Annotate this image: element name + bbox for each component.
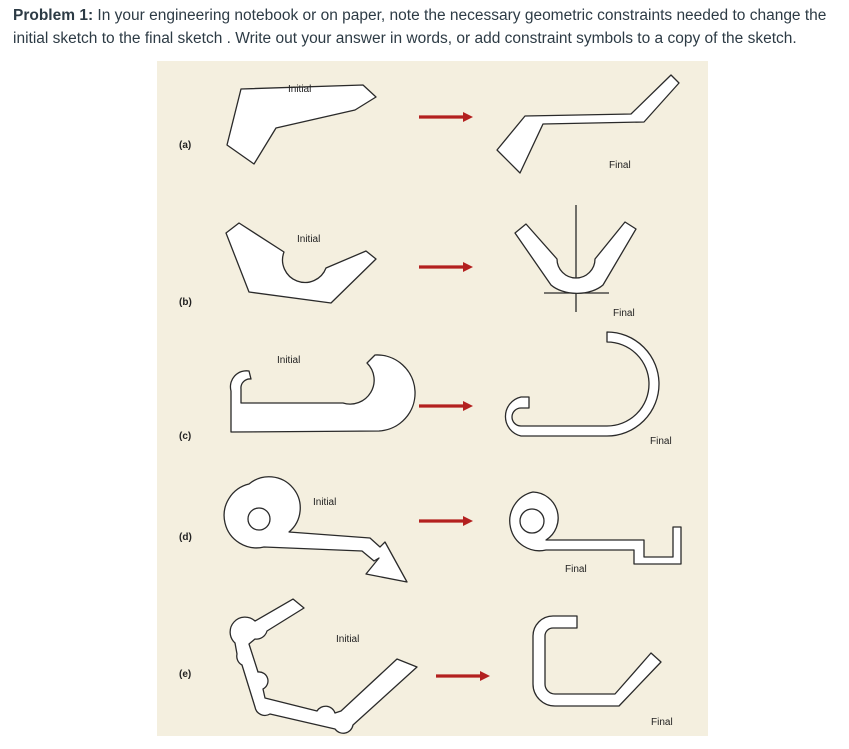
arrow-e (436, 671, 490, 681)
sketch-a-final (497, 75, 679, 173)
constraint-sketch-figure (157, 61, 708, 736)
arrow-c (419, 401, 473, 411)
caption-e-initial: Initial (336, 634, 360, 645)
caption-b-final: Final (613, 308, 635, 319)
caption-b-initial: Initial (297, 234, 321, 245)
caption-c-final: Final (650, 436, 672, 447)
caption-e-final: Final (651, 717, 673, 728)
caption-d-initial: Initial (313, 497, 337, 508)
arrow-a (419, 112, 473, 122)
sketch-c-initial (230, 355, 415, 432)
row-label-b: (b) (179, 297, 192, 308)
caption-a-initial: Initial (288, 84, 312, 95)
sketch-b-final (515, 205, 636, 312)
sketch-e-final (533, 616, 661, 706)
caption-c-initial: Initial (277, 355, 301, 366)
row-label-d: (d) (179, 532, 192, 543)
caption-a-final: Final (609, 160, 631, 171)
arrow-b (419, 262, 473, 272)
row-label-c: (c) (179, 431, 192, 442)
problem-label: Problem 1: (13, 7, 94, 24)
caption-d-final: Final (565, 564, 587, 575)
sketch-d-final (510, 492, 681, 564)
sketch-d-initial (224, 477, 407, 582)
problem-text: In your engineering notebook or on paper, note the necessary geometric constraints needed to change the initial sketch to the final sketch . Write out your answer in words, or add constraint symbols to a copy of the sketch. (13, 7, 827, 47)
arrow-d (419, 516, 473, 526)
row-label-e: (e) (179, 669, 192, 680)
sketch-e-initial (230, 599, 417, 733)
sketch-a-initial (227, 85, 376, 164)
problem-statement (13, 4, 843, 50)
sketch-c-final (505, 332, 659, 436)
row-label-a: (a) (179, 140, 192, 151)
